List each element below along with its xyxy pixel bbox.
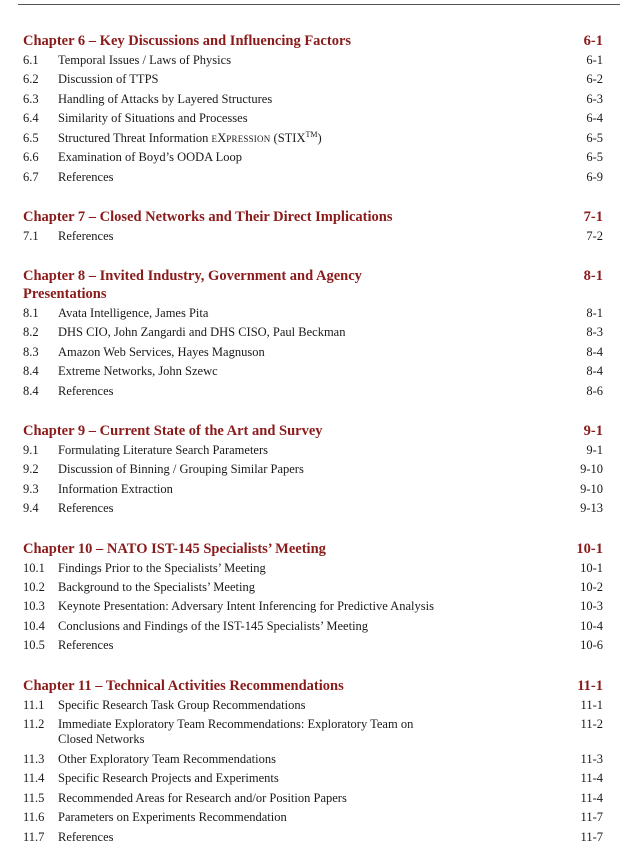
section-number: 8.4 bbox=[23, 384, 39, 398]
section-number: 8.2 bbox=[23, 325, 39, 339]
toc-entry-10-2[interactable] bbox=[23, 580, 603, 595]
section-number: 9.3 bbox=[23, 482, 39, 496]
toc-entry-6-2[interactable] bbox=[23, 72, 603, 87]
toc-entry-8-3[interactable] bbox=[23, 345, 603, 360]
chapter-11-heading[interactable] bbox=[23, 677, 603, 695]
section-page: 6-2 bbox=[586, 72, 603, 86]
section-number: 9.2 bbox=[23, 462, 39, 476]
section-number: 11.1 bbox=[23, 698, 45, 712]
section-title: References bbox=[58, 501, 114, 515]
section-title: Findings Prior to the Specialists’ Meeting bbox=[58, 561, 266, 575]
toc-entry-10-5[interactable] bbox=[23, 638, 603, 653]
section-title: Specific Research Projects and Experiments bbox=[58, 771, 279, 785]
section-title: Background to the Specialists’ Meeting bbox=[58, 580, 255, 594]
section-number: 9.1 bbox=[23, 443, 39, 457]
section-number: 11.4 bbox=[23, 771, 45, 785]
chapter-6-heading[interactable] bbox=[23, 32, 603, 50]
toc-entry-11-7[interactable] bbox=[23, 830, 603, 845]
toc-entry-6-5[interactable] bbox=[23, 131, 603, 147]
small-caps-pression: PRESSION bbox=[226, 134, 271, 144]
section-page: 11-2 bbox=[580, 717, 603, 731]
section-title: References bbox=[58, 830, 114, 844]
section-number: 11.6 bbox=[23, 810, 45, 824]
chapter-page: 11-1 bbox=[577, 678, 603, 694]
section-title: Discussion of TTPS bbox=[58, 72, 159, 86]
section-number: 10.5 bbox=[23, 638, 45, 652]
section-number: 8.1 bbox=[23, 306, 39, 320]
section-title: Keynote Presentation: Adversary Intent Inferencing for Predictive Analysis bbox=[58, 599, 434, 613]
section-page: 9-10 bbox=[580, 482, 603, 496]
section-title: Handling of Attacks by Layered Structures bbox=[58, 92, 273, 106]
section-page: 6-4 bbox=[586, 111, 603, 125]
chapter-7-heading[interactable] bbox=[23, 208, 603, 226]
toc-entry-11-4[interactable] bbox=[23, 771, 603, 786]
section-title: Temporal Issues / Laws of Physics bbox=[58, 53, 232, 67]
section-page: 11-7 bbox=[580, 830, 603, 844]
section-page: 7-2 bbox=[586, 229, 603, 243]
toc-entry-6-3[interactable] bbox=[23, 92, 603, 107]
section-number: 6.3 bbox=[23, 92, 39, 106]
chapter-9-heading[interactable] bbox=[23, 422, 603, 440]
section-title: Other Exploratory Team Recommendations bbox=[58, 752, 276, 766]
title-text: Structured Threat Information bbox=[58, 131, 212, 145]
toc-entry-10-1[interactable] bbox=[23, 561, 603, 576]
section-page: 8-3 bbox=[586, 325, 603, 339]
section-page: 10-1 bbox=[580, 561, 603, 575]
section-page: 9-10 bbox=[580, 462, 603, 476]
small-caps-e: E bbox=[211, 134, 218, 144]
toc-entry-11-6[interactable] bbox=[23, 810, 603, 825]
section-page: 8-1 bbox=[586, 306, 603, 320]
section-number: 11.7 bbox=[23, 830, 45, 844]
section-number: 10.2 bbox=[23, 580, 45, 594]
toc-entry-8-2[interactable] bbox=[23, 325, 603, 340]
section-number: 8.3 bbox=[23, 345, 39, 359]
toc-entry-11-5[interactable] bbox=[23, 791, 603, 806]
section-page: 9-1 bbox=[586, 443, 603, 457]
chapter-title: Chapter 8 – Invited Industry, Government and Agency Presentations bbox=[23, 268, 362, 302]
section-number: 6.4 bbox=[23, 111, 39, 125]
section-page: 8-4 bbox=[586, 345, 603, 359]
section-title: Conclusions and Findings of the IST-145 Specialists’ Meeting bbox=[58, 619, 369, 633]
section-number: 10.3 bbox=[23, 599, 45, 613]
section-number: 9.4 bbox=[23, 501, 39, 515]
section-title: References bbox=[58, 170, 114, 184]
section-title: References bbox=[58, 229, 114, 243]
section-number: 10.1 bbox=[23, 561, 45, 575]
section-number: 6.5 bbox=[23, 131, 39, 145]
section-title bbox=[58, 131, 498, 147]
section-title: Parameters on Experiments Recommendation bbox=[58, 810, 287, 824]
section-page: 8-6 bbox=[586, 384, 603, 398]
toc-entry-9-2[interactable] bbox=[23, 462, 603, 477]
chapter-title: Chapter 7 – Closed Networks and Their Direct Implications bbox=[23, 209, 393, 225]
top-rule bbox=[18, 4, 620, 5]
chapter-page: 9-1 bbox=[583, 423, 603, 439]
chapter-title: Chapter 9 – Current State of the Art and Survey bbox=[23, 423, 323, 439]
chapter-page: 8-1 bbox=[583, 268, 603, 284]
section-title: Specific Research Task Group Recommendations bbox=[58, 698, 306, 712]
toc-entry-11-1[interactable] bbox=[23, 698, 603, 713]
chapter-page: 7-1 bbox=[583, 209, 603, 225]
section-number: 6.1 bbox=[23, 53, 39, 67]
section-page: 6-5 bbox=[586, 150, 603, 164]
section-title: Information Extraction bbox=[58, 482, 173, 496]
toc-entry-7-1[interactable] bbox=[23, 229, 603, 244]
section-page: 11-1 bbox=[580, 698, 603, 712]
section-number: 6.6 bbox=[23, 150, 39, 164]
section-title: Avata Intelligence, James Pita bbox=[58, 306, 209, 320]
section-number: 11.2 bbox=[23, 717, 45, 731]
toc-entry-6-1[interactable] bbox=[23, 53, 603, 68]
toc-entry-9-1[interactable] bbox=[23, 443, 603, 458]
toc-entry-9-4[interactable] bbox=[23, 501, 603, 516]
section-page: 6-1 bbox=[586, 53, 603, 67]
section-page: 6-9 bbox=[586, 170, 603, 184]
toc-entry-9-3[interactable] bbox=[23, 482, 603, 497]
section-number: 11.3 bbox=[23, 752, 45, 766]
chapter-title: Chapter 10 – NATO IST-145 Specialists’ Meeting bbox=[23, 541, 326, 557]
section-number: 6.7 bbox=[23, 170, 39, 184]
section-page: 8-4 bbox=[586, 364, 603, 378]
title-text-close: ) bbox=[317, 131, 322, 145]
section-title: References bbox=[58, 638, 114, 652]
toc-entry-6-6[interactable] bbox=[23, 150, 603, 165]
section-title: Formulating Literature Search Parameters bbox=[58, 443, 268, 457]
section-title: Extreme Networks, John Szewc bbox=[58, 364, 218, 378]
section-page: 10-2 bbox=[580, 580, 603, 594]
section-title: Examination of Boyd’s OODA Loop bbox=[58, 150, 243, 164]
trademark-superscript: TM bbox=[305, 129, 318, 139]
toc-entry-8-4-references[interactable] bbox=[23, 384, 603, 399]
section-title: Similarity of Situations and Processes bbox=[58, 111, 248, 125]
chapter-title: Chapter 11 – Technical Activities Recommendations bbox=[23, 678, 344, 694]
section-number: 8.4 bbox=[23, 364, 39, 378]
section-page: 9-13 bbox=[580, 501, 603, 515]
section-page: 6-3 bbox=[586, 92, 603, 106]
toc-entry-8-1[interactable] bbox=[23, 306, 603, 321]
section-number: 10.4 bbox=[23, 619, 45, 633]
section-page: 11-3 bbox=[580, 752, 603, 766]
toc-entry-11-2[interactable] bbox=[23, 717, 603, 747]
title-text-x: X bbox=[217, 131, 227, 145]
section-title: Recommended Areas for Research and/or Position Papers bbox=[58, 791, 347, 805]
section-page: 10-6 bbox=[580, 638, 603, 652]
section-title: Discussion of Binning / Grouping Similar Papers bbox=[58, 462, 304, 476]
toc-entry-6-7[interactable] bbox=[23, 170, 603, 185]
chapter-8-heading[interactable] bbox=[23, 267, 603, 303]
chapter-title: Chapter 6 – Key Discussions and Influencing Factors bbox=[23, 33, 352, 49]
section-page: 10-4 bbox=[580, 619, 603, 633]
toc-entry-8-4[interactable] bbox=[23, 364, 603, 379]
section-number: 6.2 bbox=[23, 72, 39, 86]
section-page: 6-5 bbox=[586, 131, 603, 145]
toc-entry-6-4[interactable] bbox=[23, 111, 603, 126]
chapter-page: 6-1 bbox=[583, 33, 603, 49]
section-title: DHS CIO, John Zangardi and DHS CISO, Paul Beckman bbox=[58, 325, 346, 339]
section-page: 11-7 bbox=[580, 810, 603, 824]
section-title: Immediate Exploratory Team Recommendations: Exploratory Team on Closed Networks bbox=[58, 717, 414, 746]
section-page: 10-3 bbox=[580, 599, 603, 613]
chapter-10-heading[interactable] bbox=[23, 540, 603, 558]
section-number: 7.1 bbox=[23, 229, 39, 243]
chapter-page: 10-1 bbox=[576, 541, 603, 557]
section-page: 11-4 bbox=[580, 791, 603, 805]
toc-entry-10-4[interactable] bbox=[23, 619, 603, 634]
section-title: References bbox=[58, 384, 114, 398]
section-page: 11-4 bbox=[580, 771, 603, 785]
toc-entry-10-3[interactable] bbox=[23, 599, 603, 614]
section-title: Amazon Web Services, Hayes Magnuson bbox=[58, 345, 265, 359]
section-number: 11.5 bbox=[23, 791, 45, 805]
title-text-stix: (STIX bbox=[270, 131, 306, 145]
toc-entry-11-3[interactable] bbox=[23, 752, 603, 767]
